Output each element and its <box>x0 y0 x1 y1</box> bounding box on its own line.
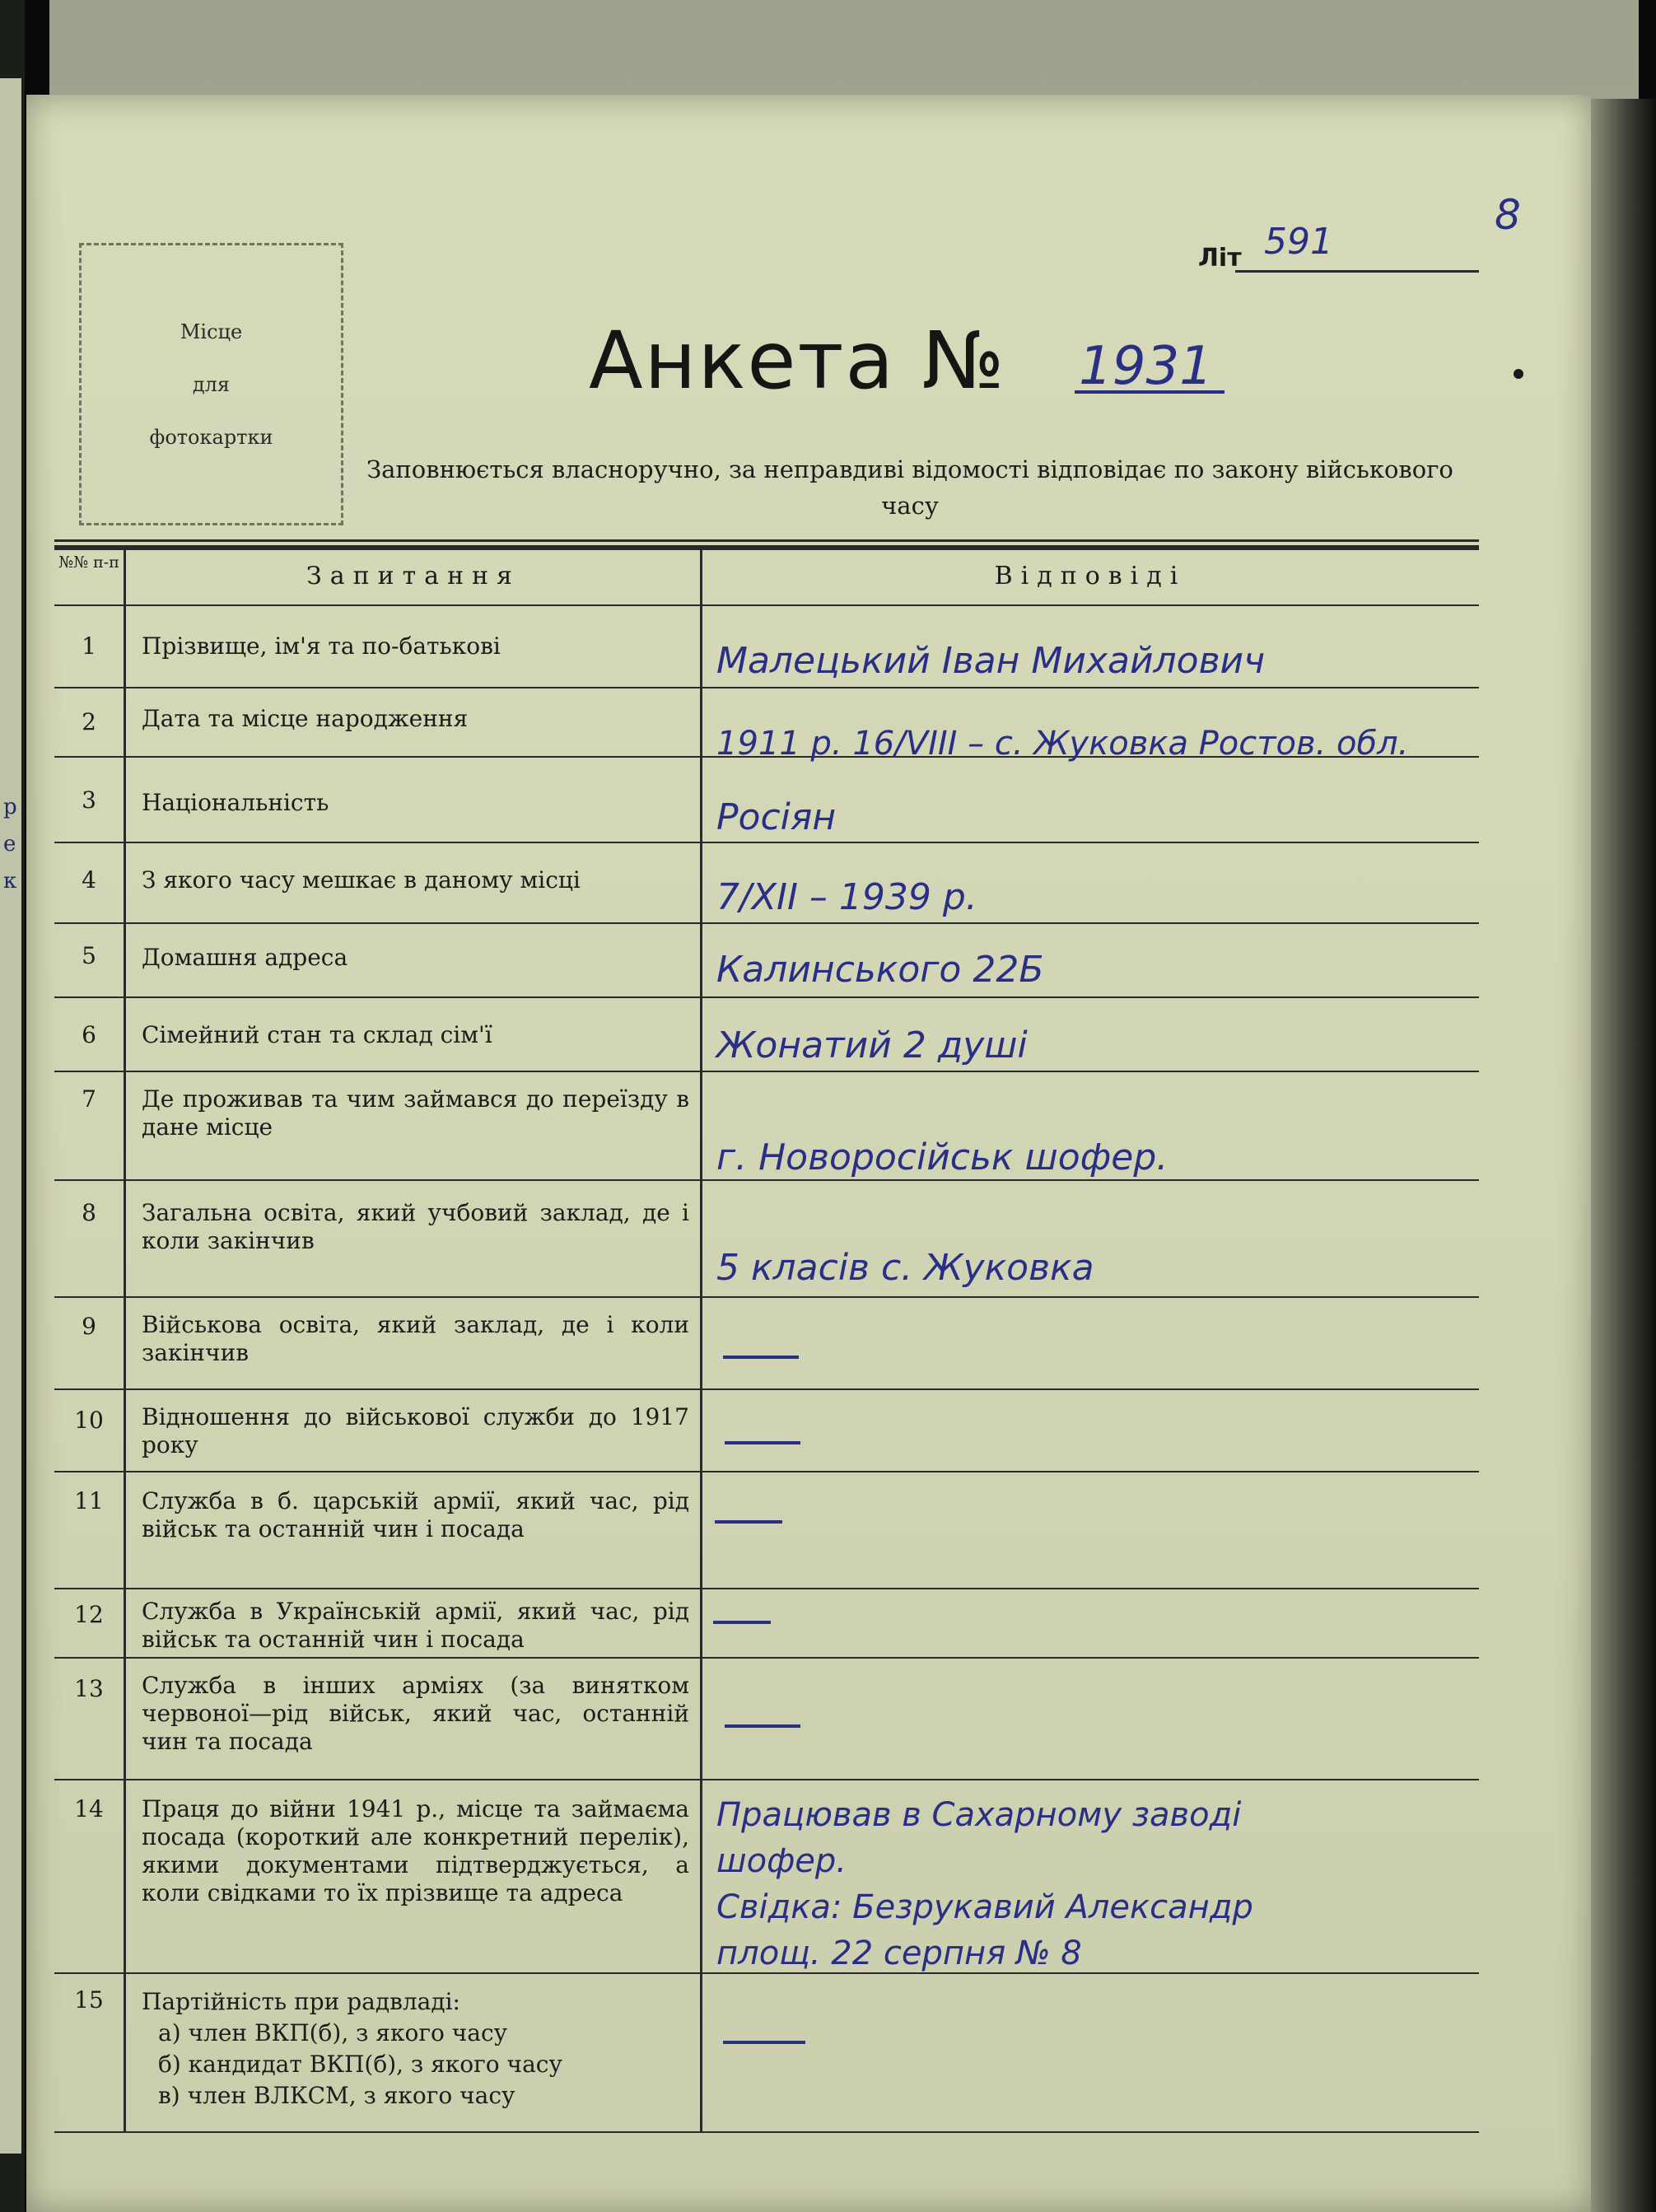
instruction-text: Заповнюється власноручно, за неправдиві відомості відповідає по закону військового часу <box>366 455 1453 520</box>
page-edge-shadow <box>1589 99 1656 2212</box>
row-number: 15 <box>74 1986 104 2014</box>
question-text <box>142 1986 689 2112</box>
question-line: а) член ВКП(б), з якого часу <box>158 2019 508 2046</box>
question-line: в) член ВЛКСМ, з якого часу <box>158 2082 515 2109</box>
answer-text: Жонатий 2 душі <box>716 1024 1028 1066</box>
empty-answer-dash <box>725 1724 800 1728</box>
photo-label: фотокартки <box>149 425 273 449</box>
row-number: 6 <box>82 1021 96 1048</box>
row-number: 11 <box>74 1487 104 1514</box>
form-number: 1931 <box>1079 336 1213 397</box>
empty-answer-dash <box>723 2041 805 2044</box>
sheet-number: 591 <box>1264 221 1333 263</box>
ink-dot <box>1514 369 1523 379</box>
question-line: б) кандидат ВКП(б), з якого часу <box>158 2051 562 2078</box>
question-line: Партійність при радвладі: <box>142 1988 460 2015</box>
question-text: Загальна освіта, який учбовий заклад, де і коли закінчив <box>142 1199 689 1254</box>
sheet-line <box>1235 270 1479 273</box>
question-text: Служба в Українській армії, який час, рід військ та останній чин і посада <box>142 1598 689 1653</box>
header-number: №№ п-п <box>58 553 119 572</box>
row-number: 4 <box>82 866 96 894</box>
row-divider <box>54 1296 1479 1298</box>
sheet-label: Літ <box>1198 244 1242 273</box>
row-divider <box>54 1779 1479 1780</box>
question-text: З якого часу мешкає в даному місці <box>142 866 581 894</box>
answer-text: Калинського 22Б <box>716 949 1044 991</box>
answer-text: 5 класів с. Жуковка <box>716 1247 1094 1289</box>
answer-line: Свідка: Безрукавий Александр <box>716 1888 1253 1926</box>
row-number: 1 <box>82 632 96 660</box>
answer-line: площ. 22 серпня № 8 <box>716 1934 1082 1972</box>
row-number: 3 <box>82 786 96 814</box>
margin-fragment: е <box>3 832 16 856</box>
row-divider <box>54 842 1479 843</box>
page-title: Анкета № <box>589 315 1006 407</box>
row-divider <box>54 604 1479 606</box>
answer-text: Росіян <box>716 796 837 838</box>
answer-text: 1911 р. 16/VIII – с. Жуковка Ростов. обл. <box>716 725 1409 763</box>
answer-line: шофер. <box>716 1842 847 1880</box>
row-number: 13 <box>74 1675 104 1702</box>
question-text: Служба в інших арміях (за винятком червоної—рід військ, який час, останній чин та посада <box>142 1672 689 1755</box>
row-number: 8 <box>82 1199 96 1226</box>
empty-answer-dash <box>713 1621 771 1624</box>
margin-fragment: р <box>3 795 17 819</box>
column-divider <box>124 545 126 2133</box>
question-text: Сімейний стан та склад сім'ї <box>142 1021 492 1048</box>
question-text: Дата та місце народження <box>142 705 469 732</box>
row-number: 7 <box>82 1085 96 1113</box>
answer-text <box>716 1792 1474 1976</box>
question-text: Служба в б. царській армії, який час, рід військ та останній чин і посада <box>142 1487 689 1542</box>
question-text: Військова освіта, який заклад, де і коли закінчив <box>142 1311 689 1366</box>
row-number: 12 <box>74 1601 104 1628</box>
question-text: Домашня адреса <box>142 944 348 971</box>
question-text: Де проживав та чим займався до переїзду в дане місце <box>142 1085 689 1141</box>
margin-fragment: к <box>3 869 17 894</box>
photo-label: для <box>192 372 231 396</box>
form-number-underline <box>1075 390 1225 394</box>
answer-text: Малецький Іван Михайлович <box>716 640 1266 682</box>
column-divider <box>700 545 702 2133</box>
row-divider <box>54 2131 1479 2133</box>
row-divider <box>54 1588 1479 1589</box>
answer-line: Працював в Сахарному заводі <box>716 1796 1242 1834</box>
row-divider <box>54 1471 1479 1472</box>
row-number: 9 <box>82 1313 96 1340</box>
row-divider <box>54 1071 1479 1072</box>
question-text: Відношення до військової служби до 1917 року <box>142 1403 689 1458</box>
photo-placeholder <box>79 243 343 525</box>
row-divider <box>54 687 1479 688</box>
photo-label: Місце <box>180 320 243 343</box>
empty-answer-dash <box>725 1441 800 1444</box>
row-divider <box>54 922 1479 924</box>
row-divider <box>54 1657 1479 1659</box>
table-border <box>54 545 1479 550</box>
row-number: 2 <box>82 708 96 735</box>
answer-text: 7/XII – 1939 р. <box>716 876 977 918</box>
header-answer: Відповіді <box>994 562 1187 590</box>
empty-answer-dash <box>723 1356 799 1359</box>
row-number: 10 <box>74 1407 104 1434</box>
empty-answer-dash <box>715 1520 782 1524</box>
corner-note: 8 <box>1495 191 1521 239</box>
question-text: Праця до війни 1941 р., місце та займаєма посада (короткий але конкретний перелік), якими документами підтверджується, а коли свідками то їх прізвище та адреса <box>142 1795 689 1906</box>
header-question: Запитання <box>306 562 520 590</box>
row-number: 5 <box>82 942 96 969</box>
question-text: Національність <box>142 789 329 816</box>
row-divider <box>54 1388 1479 1390</box>
row-divider <box>54 996 1479 998</box>
row-number: 14 <box>74 1795 104 1822</box>
question-text: Прізвище, ім'я та по-батькові <box>142 632 501 660</box>
answer-text: г. Новоросійськ шофер. <box>716 1136 1169 1178</box>
table-border <box>54 539 1479 542</box>
